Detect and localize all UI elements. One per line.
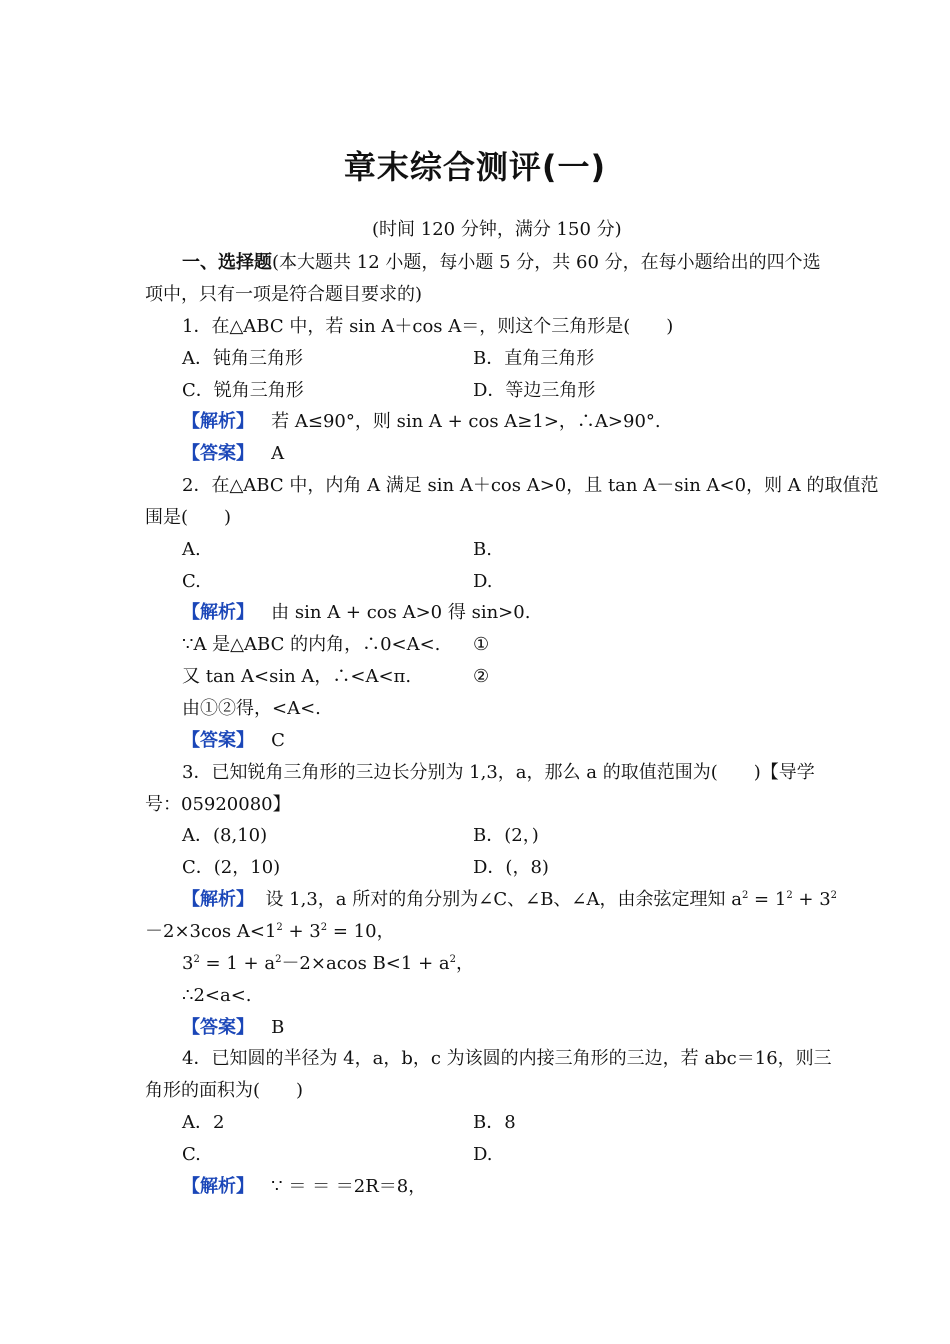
q1-answer-text: A bbox=[271, 443, 285, 464]
superscript: 2 bbox=[741, 890, 749, 901]
analysis-tag: 【解析】 bbox=[182, 411, 254, 432]
answer-tag: 【答案】 bbox=[182, 443, 254, 464]
q2-option-d: D. bbox=[473, 571, 493, 592]
q3-analysis-text-1: 设 1,3，a 所对的角分别为∠C、∠B、∠A，由余弦定理知 a bbox=[265, 889, 742, 910]
q4-option-a: A．2 bbox=[182, 1112, 225, 1133]
q1-option-c: C．锐角三角形 bbox=[182, 380, 304, 401]
q2-step-2-mark: ② bbox=[473, 666, 490, 687]
q2-stem-1: 2．在△ABC 中，内角 A 满足 sin A＋cos A>0，且 tan A－sin A<0，则 A 的取值范 bbox=[182, 475, 879, 496]
q3-option-d: D．(，8) bbox=[473, 857, 549, 878]
q3-stem-1: 3．已知锐角三角形的三边长分别为 1,3，a，那么 a 的取值范围为( )【导学 bbox=[182, 762, 815, 783]
q3-analysis-text-3: + 3 bbox=[792, 889, 831, 910]
q3-analysis-line-2 bbox=[145, 920, 395, 944]
q3-analysis-line-3 bbox=[182, 952, 474, 976]
q1-analysis bbox=[182, 410, 661, 434]
q2-step-2: 又 tan A<sin A，∴<A<π. bbox=[182, 666, 412, 687]
q3-line2-text-1: －2×3cos A<1 bbox=[145, 921, 277, 942]
superscript: 2 bbox=[320, 922, 328, 933]
section-desc-2: 项中，只有一项是符合题目要求的) bbox=[145, 284, 423, 305]
q2-step-1-mark: ① bbox=[473, 634, 490, 655]
page-title: 章末综合测评(一) bbox=[343, 148, 607, 186]
q1-analysis-text: 若 A≤90°，则 sin A + cos A≥1>，∴A>90°. bbox=[271, 411, 661, 432]
q4-option-b: B．8 bbox=[473, 1112, 516, 1133]
q3-line3-text-1: 3 bbox=[182, 953, 194, 974]
superscript: 2 bbox=[275, 954, 282, 965]
q3-line2-text-3: = 10， bbox=[327, 921, 395, 942]
superscript: 2 bbox=[830, 890, 838, 901]
section-heading: 一、选择题 bbox=[182, 252, 272, 273]
analysis-tag: 【解析】 bbox=[182, 889, 254, 910]
q3-option-c: C．(2，10) bbox=[182, 857, 281, 878]
q2-option-a: A. bbox=[182, 539, 201, 560]
q1-option-a: A．钝角三角形 bbox=[182, 348, 303, 369]
q2-analysis-text: 由 sin A + cos A>0 得 sin>0. bbox=[271, 602, 531, 623]
q4-stem-1: 4．已知圆的半径为 4，a，b，c 为该圆的内接三角形的三边，若 abc＝16，则三 bbox=[182, 1048, 832, 1069]
q3-answer bbox=[182, 1016, 284, 1040]
q3-analysis bbox=[182, 888, 837, 912]
q3-line3-text-3: －2×acos B<1 + a bbox=[281, 953, 450, 974]
q3-line3-text-4: ， bbox=[455, 953, 474, 974]
q2-option-c: C. bbox=[182, 571, 201, 592]
q4-option-d: D. bbox=[473, 1144, 493, 1165]
answer-tag: 【答案】 bbox=[182, 1017, 254, 1038]
section-desc-1: (本大题共 12 小题，每小题 5 分，共 60 分，在每小题给出的四个选 bbox=[272, 252, 821, 273]
q1-stem: 1．在△ABC 中，若 sin A＋cos A＝，则这个三角形是( ) bbox=[182, 316, 674, 337]
superscript: 2 bbox=[276, 922, 283, 933]
q1-option-d: D．等边三角形 bbox=[473, 380, 596, 401]
q1-answer bbox=[182, 442, 284, 466]
superscript: 2 bbox=[449, 954, 456, 965]
q4-option-c: C. bbox=[182, 1144, 201, 1165]
q2-analysis bbox=[182, 601, 530, 625]
q3-analysis-line-4: ∴2<a<. bbox=[182, 985, 252, 1006]
analysis-tag: 【解析】 bbox=[182, 602, 254, 623]
q3-answer-text: B bbox=[271, 1017, 285, 1038]
superscript: 2 bbox=[786, 890, 793, 901]
q3-line3-text-2: = 1 + a bbox=[199, 953, 276, 974]
section-intro bbox=[182, 251, 821, 275]
superscript: 2 bbox=[193, 954, 200, 965]
q2-step-3: 由①②得，<A<. bbox=[182, 698, 321, 719]
answer-tag: 【答案】 bbox=[182, 730, 254, 751]
q4-analysis bbox=[182, 1175, 426, 1199]
q1-option-b: B．直角三角形 bbox=[473, 348, 595, 369]
q3-stem-2: 号：05920080】 bbox=[145, 794, 291, 815]
q3-line2-text-2: + 3 bbox=[282, 921, 321, 942]
q2-stem-2: 围是( ) bbox=[145, 507, 232, 528]
q2-option-b: B. bbox=[473, 539, 492, 560]
q4-analysis-text: ∵ ＝ ＝ ＝2R＝8， bbox=[271, 1176, 427, 1197]
q3-analysis-text-2: = 1 bbox=[748, 889, 787, 910]
q2-answer-text: C bbox=[271, 730, 285, 751]
q2-answer bbox=[182, 729, 285, 753]
q3-option-a: A．(8,10) bbox=[182, 825, 268, 846]
q3-option-b: B．(2，) bbox=[473, 825, 539, 846]
subtitle: (时间 120 分钟，满分 150 分) bbox=[372, 219, 622, 240]
q4-stem-2: 角形的面积为( ) bbox=[145, 1080, 304, 1101]
analysis-tag: 【解析】 bbox=[182, 1176, 254, 1197]
q2-step-1: ∵A 是△ABC 的内角，∴0<A<. bbox=[182, 634, 441, 655]
